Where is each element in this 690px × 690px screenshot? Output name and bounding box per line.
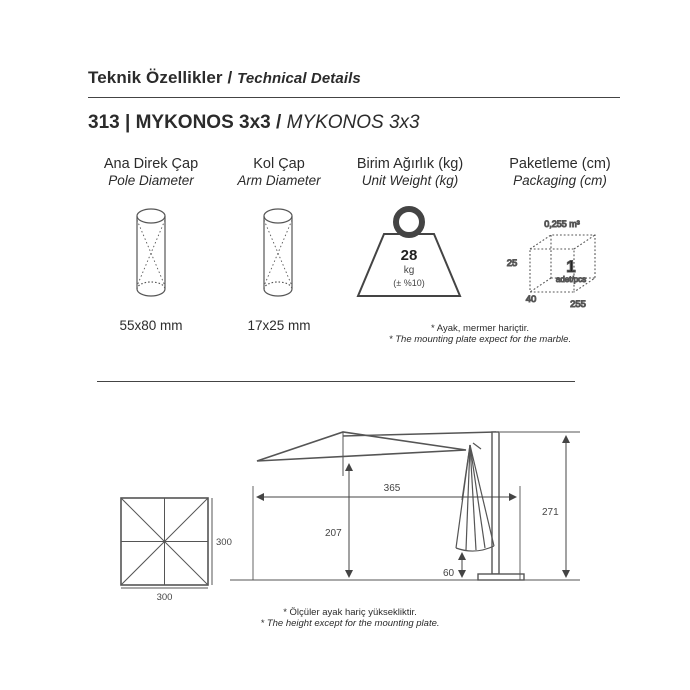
arm-cylinder-icon <box>264 209 292 296</box>
product-title-sep: / <box>270 112 287 133</box>
package-depth: 40 <box>525 294 537 305</box>
canopy-height-dimension: 207 <box>325 528 342 539</box>
pole-cylinder-icon <box>137 209 165 296</box>
spec-packaging-label-en: Packaging (cm) <box>513 173 607 188</box>
side-view <box>230 432 580 580</box>
package-volume: 0,255 m³ <box>544 219 580 229</box>
reach-dimension: 365 <box>383 483 401 494</box>
spec-arm-label-tr: Kol Çap <box>253 156 305 172</box>
top-view-depth: 300 <box>216 537 232 548</box>
pole-diameter-value: 55x80 mm <box>119 318 183 333</box>
package-count: 1 <box>566 257 576 276</box>
height-note-en: * The height except for the mounting plate. <box>260 618 440 629</box>
top-view <box>121 498 232 603</box>
weight-value: 28 <box>400 247 418 264</box>
package-height: 25 <box>506 258 518 269</box>
product-code-name: 313 | MYKONOS 3x3 <box>88 112 271 133</box>
spec-packaging-label-tr: Paketleme (cm) <box>509 156 611 172</box>
package-box-icon <box>507 219 595 310</box>
mounting-base <box>478 574 524 580</box>
spec-weight-label-tr: Birim Ağırlık (kg) <box>356 156 464 172</box>
total-height-dimension: 271 <box>542 507 559 518</box>
height-note-tr: * Ölçüler ayak hariç yüksekliktir. <box>283 607 417 618</box>
weight-note-tr: * Ayak, mermer hariçtir. <box>430 323 530 334</box>
section-title-en: Technical Details <box>237 70 361 87</box>
spec-pole-label-en: Pole Diameter <box>108 173 194 188</box>
clearance-dimension: 60 <box>443 568 455 579</box>
section-title-sep: / <box>222 68 238 87</box>
product-name-en: MYKONOS 3x3 <box>286 112 420 133</box>
spec-pole-label-tr: Ana Direk Çap <box>103 156 199 172</box>
section-title-tr: Teknik Özellikler <box>88 68 223 87</box>
package-width: 255 <box>570 299 586 310</box>
top-view-width: 300 <box>156 592 173 603</box>
weight-unit: kg <box>403 265 415 276</box>
package-count-unit: adet/pcs <box>555 275 587 284</box>
canopy-side <box>257 432 466 461</box>
main-pole <box>492 432 499 574</box>
weight-note-en: * The mounting plate expect for the marble. <box>388 334 572 345</box>
spec-weight-label-en: Unit Weight (kg) <box>361 173 459 188</box>
weight-icon <box>358 209 460 296</box>
weight-tolerance: (± %10) <box>393 278 425 288</box>
spec-arm-label-en: Arm Diameter <box>237 173 321 188</box>
arm-diameter-value: 17x25 mm <box>247 318 311 333</box>
